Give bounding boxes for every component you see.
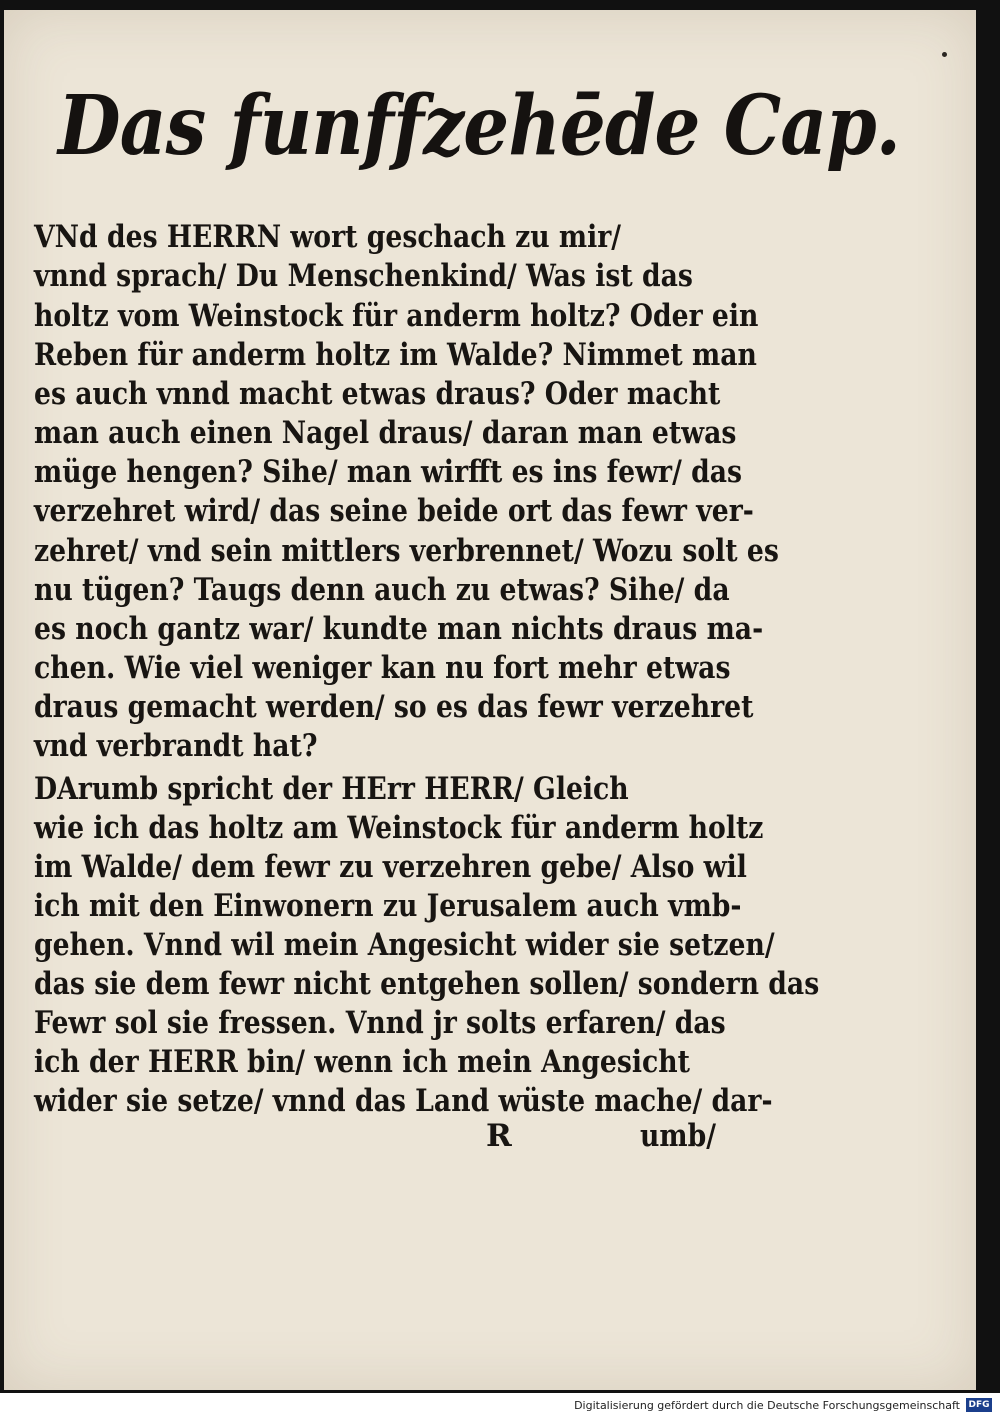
text-line: verzehret wird/ das seine beide ort das fewr ver- [34, 493, 754, 529]
text-line: vnnd sprach/ Du Menschenkind/ Was ist das [34, 258, 693, 294]
text-line: im Walde/ dem fewr zu verzehren gebe/ Also wil [34, 849, 747, 885]
text-line: ich mit den Einwonern zu Jerusalem auch vmb- [34, 888, 742, 924]
text-line: müge hengen? Sihe/ man wirfft es ins fewr/ das [34, 454, 743, 490]
dfg-logo-icon: DFG [966, 1398, 992, 1412]
funding-note: Digitalisierung gefördert durch die Deutsche Forschungsgemeinschaft [574, 1399, 960, 1412]
text-line: vnd verbrandt hat? [34, 728, 318, 764]
text-line: es auch vnnd macht etwas draus? Oder macht [34, 376, 721, 412]
text-line: das sie dem fewr nicht entgehen sollen/ sondern das [34, 966, 820, 1002]
text-line: es noch gantz war/ kundte man nichts draus ma- [34, 611, 764, 647]
text-line: DArumb spricht der HErr HERR/ Gleich [34, 771, 629, 807]
text-line: gehen. Vnnd wil mein Angesicht wider sie setzen/ [34, 927, 775, 963]
text-line: VNd des HERRN wort geschach zu mir/ [34, 219, 622, 255]
text-line: wider sie setze/ vnnd das Land wüste mache/ dar- [34, 1083, 773, 1119]
catchword: umb/ [640, 1118, 716, 1154]
text-line: Fewr sol sie fressen. Vnnd jr solts erfaren/ das [34, 1005, 726, 1041]
text-line: wie ich das holtz am Weinstock für anderm holtz [34, 810, 764, 846]
signature-mark: R [486, 1118, 512, 1154]
text-line: man auch einen Nagel draus/ daran man etwas [34, 415, 737, 451]
footer-bar [0, 1393, 1000, 1419]
text-line: chen. Wie viel weniger kan nu fort mehr etwas [34, 650, 731, 686]
paper-spot [942, 52, 947, 57]
text-line: zehret/ vnd sein mittlers verbrennet/ Wozu solt es [34, 533, 779, 569]
text-line: ich der HERR bin/ wenn ich mein Angesicht [34, 1044, 690, 1080]
text-line: draus gemacht werden/ so es das fewr verzehret [34, 689, 754, 725]
text-line: nu tügen? Taugs denn auch zu etwas? Sihe/ da [34, 572, 730, 608]
text-line: Reben für anderm holtz im Walde? Nimmet man [34, 337, 757, 373]
text-line: holtz vom Weinstock für anderm holtz? Oder ein [34, 298, 759, 334]
chapter-heading: Das funffzehēde Cap. [58, 78, 901, 174]
